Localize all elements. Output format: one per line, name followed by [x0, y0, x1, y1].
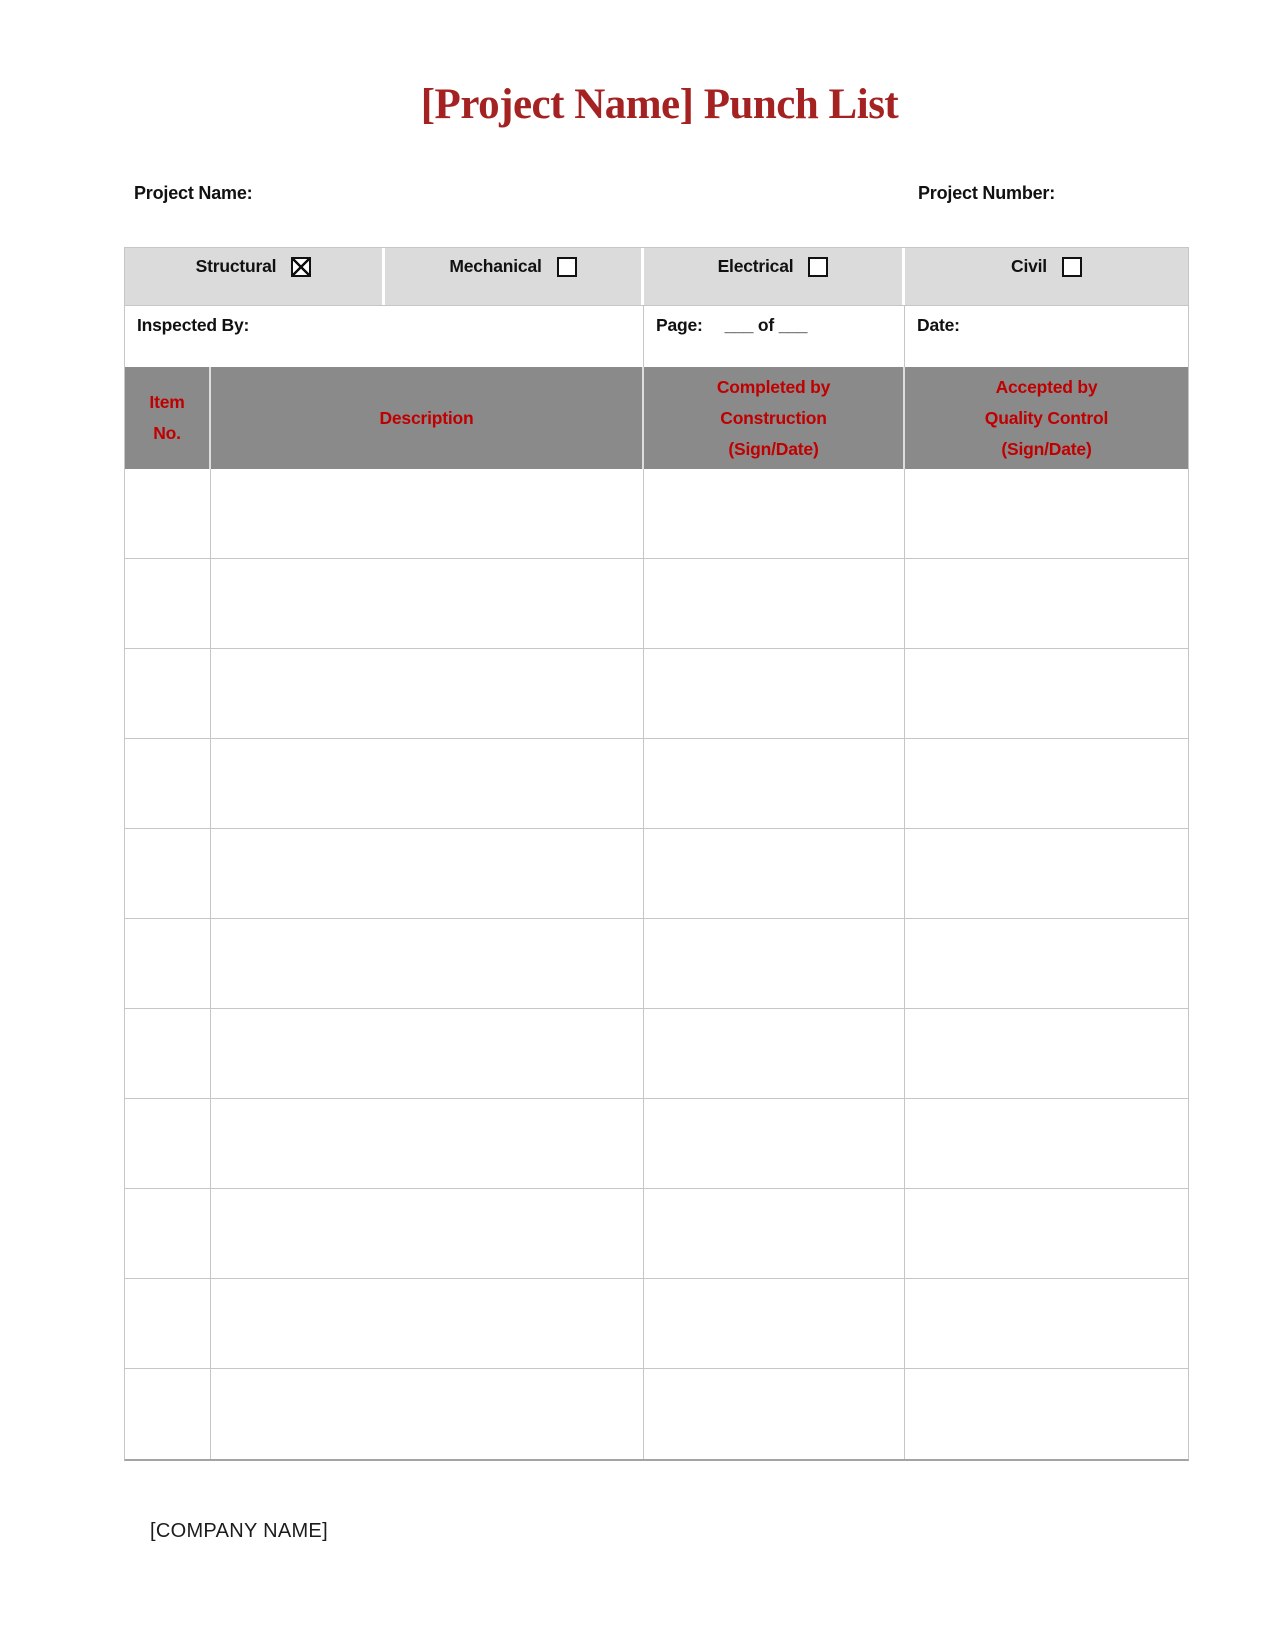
- table-row: [125, 1369, 1188, 1459]
- cell-item-no[interactable]: [125, 649, 211, 738]
- page-label: Page:: [656, 315, 703, 335]
- cell-completed-by-construction[interactable]: [644, 1099, 905, 1188]
- cell-completed-by-construction[interactable]: [644, 829, 905, 918]
- cell-item-no[interactable]: [125, 1009, 211, 1098]
- page-field[interactable]: [644, 306, 905, 367]
- category-civil[interactable]: [905, 248, 1188, 305]
- checkbox-checked-icon[interactable]: [291, 257, 311, 277]
- cell-item-no[interactable]: [125, 829, 211, 918]
- cell-description[interactable]: [211, 1009, 644, 1098]
- table-row: [125, 1189, 1188, 1279]
- table-row: [125, 1099, 1188, 1189]
- cell-description[interactable]: [211, 1369, 644, 1459]
- category-structural[interactable]: [125, 248, 385, 305]
- header-item-no: Item No.: [125, 367, 211, 469]
- cell-accepted-by-quality-control[interactable]: [905, 559, 1188, 648]
- cell-completed-by-construction[interactable]: [644, 919, 905, 1008]
- page-blanks[interactable]: ___ of ___: [724, 315, 808, 335]
- category-electrical[interactable]: [644, 248, 905, 305]
- cell-description[interactable]: [211, 1099, 644, 1188]
- cell-item-no[interactable]: [125, 469, 211, 558]
- cell-accepted-by-quality-control[interactable]: [905, 1009, 1188, 1098]
- cell-description[interactable]: [211, 829, 644, 918]
- table-row: [125, 649, 1188, 739]
- table-row: [125, 469, 1188, 559]
- cell-item-no[interactable]: [125, 559, 211, 648]
- cell-item-no[interactable]: [125, 1279, 211, 1368]
- project-name-label: Project Name:: [134, 183, 253, 203]
- date-field[interactable]: [905, 306, 1188, 367]
- cell-completed-by-construction[interactable]: [644, 469, 905, 558]
- cell-completed-by-construction[interactable]: [644, 739, 905, 828]
- table-row: [125, 829, 1188, 919]
- category-label: Electrical: [717, 256, 794, 276]
- cell-accepted-by-quality-control[interactable]: [905, 919, 1188, 1008]
- cell-description[interactable]: [211, 919, 644, 1008]
- cell-description[interactable]: [211, 1279, 644, 1368]
- header-description: Description: [211, 367, 644, 469]
- cell-description[interactable]: [211, 649, 644, 738]
- checkbox-unchecked-icon[interactable]: [1062, 257, 1082, 277]
- cell-item-no[interactable]: [125, 1189, 211, 1278]
- cell-item-no[interactable]: [125, 1099, 211, 1188]
- checkbox-unchecked-icon[interactable]: [557, 257, 577, 277]
- table-body: [125, 469, 1188, 1459]
- cell-item-no[interactable]: [125, 919, 211, 1008]
- cell-accepted-by-quality-control[interactable]: [905, 1099, 1188, 1188]
- cell-accepted-by-quality-control[interactable]: [905, 469, 1188, 558]
- cell-item-no[interactable]: [125, 739, 211, 828]
- table-row: [125, 919, 1188, 1009]
- category-label: Mechanical: [449, 256, 542, 276]
- header-completed-by-construction: Completed by Construction (Sign/Date): [644, 367, 905, 469]
- cell-accepted-by-quality-control[interactable]: [905, 739, 1188, 828]
- date-label: Date:: [917, 315, 960, 335]
- cell-accepted-by-quality-control[interactable]: [905, 1189, 1188, 1278]
- table-row: [125, 739, 1188, 829]
- category-label: Structural: [195, 256, 277, 276]
- inspection-info-row: [125, 306, 1188, 367]
- cell-completed-by-construction[interactable]: [644, 1369, 905, 1459]
- table-row: [125, 1009, 1188, 1099]
- inspected-by-field[interactable]: [125, 306, 644, 367]
- cell-completed-by-construction[interactable]: [644, 649, 905, 738]
- table-header-row: [125, 367, 1188, 469]
- page-title: [Project Name] Punch List: [420, 81, 899, 128]
- cell-completed-by-construction[interactable]: [644, 1189, 905, 1278]
- cell-completed-by-construction[interactable]: [644, 1279, 905, 1368]
- cell-item-no[interactable]: [125, 1369, 211, 1459]
- cell-accepted-by-quality-control[interactable]: [905, 1279, 1188, 1368]
- cell-accepted-by-quality-control[interactable]: [905, 1369, 1188, 1459]
- cell-description[interactable]: [211, 559, 644, 648]
- cell-accepted-by-quality-control[interactable]: [905, 829, 1188, 918]
- cell-description[interactable]: [211, 469, 644, 558]
- punch-list-table: [124, 247, 1189, 1461]
- category-label: Civil: [1011, 256, 1047, 276]
- cell-description[interactable]: [211, 739, 644, 828]
- cell-completed-by-construction[interactable]: [644, 559, 905, 648]
- cell-description[interactable]: [211, 1189, 644, 1278]
- inspected-by-label: Inspected By:: [137, 315, 250, 335]
- table-row: [125, 1279, 1188, 1369]
- header-accepted-by-quality-control: Accepted by Quality Control (Sign/Date): [905, 367, 1188, 469]
- table-row: [125, 559, 1188, 649]
- category-mechanical[interactable]: [385, 248, 644, 305]
- checkbox-unchecked-icon[interactable]: [808, 257, 828, 277]
- discipline-row: [125, 248, 1188, 306]
- cell-completed-by-construction[interactable]: [644, 1009, 905, 1098]
- company-name: [COMPANY NAME]: [150, 1520, 328, 1542]
- project-number-label: Project Number:: [918, 183, 1056, 203]
- cell-accepted-by-quality-control[interactable]: [905, 649, 1188, 738]
